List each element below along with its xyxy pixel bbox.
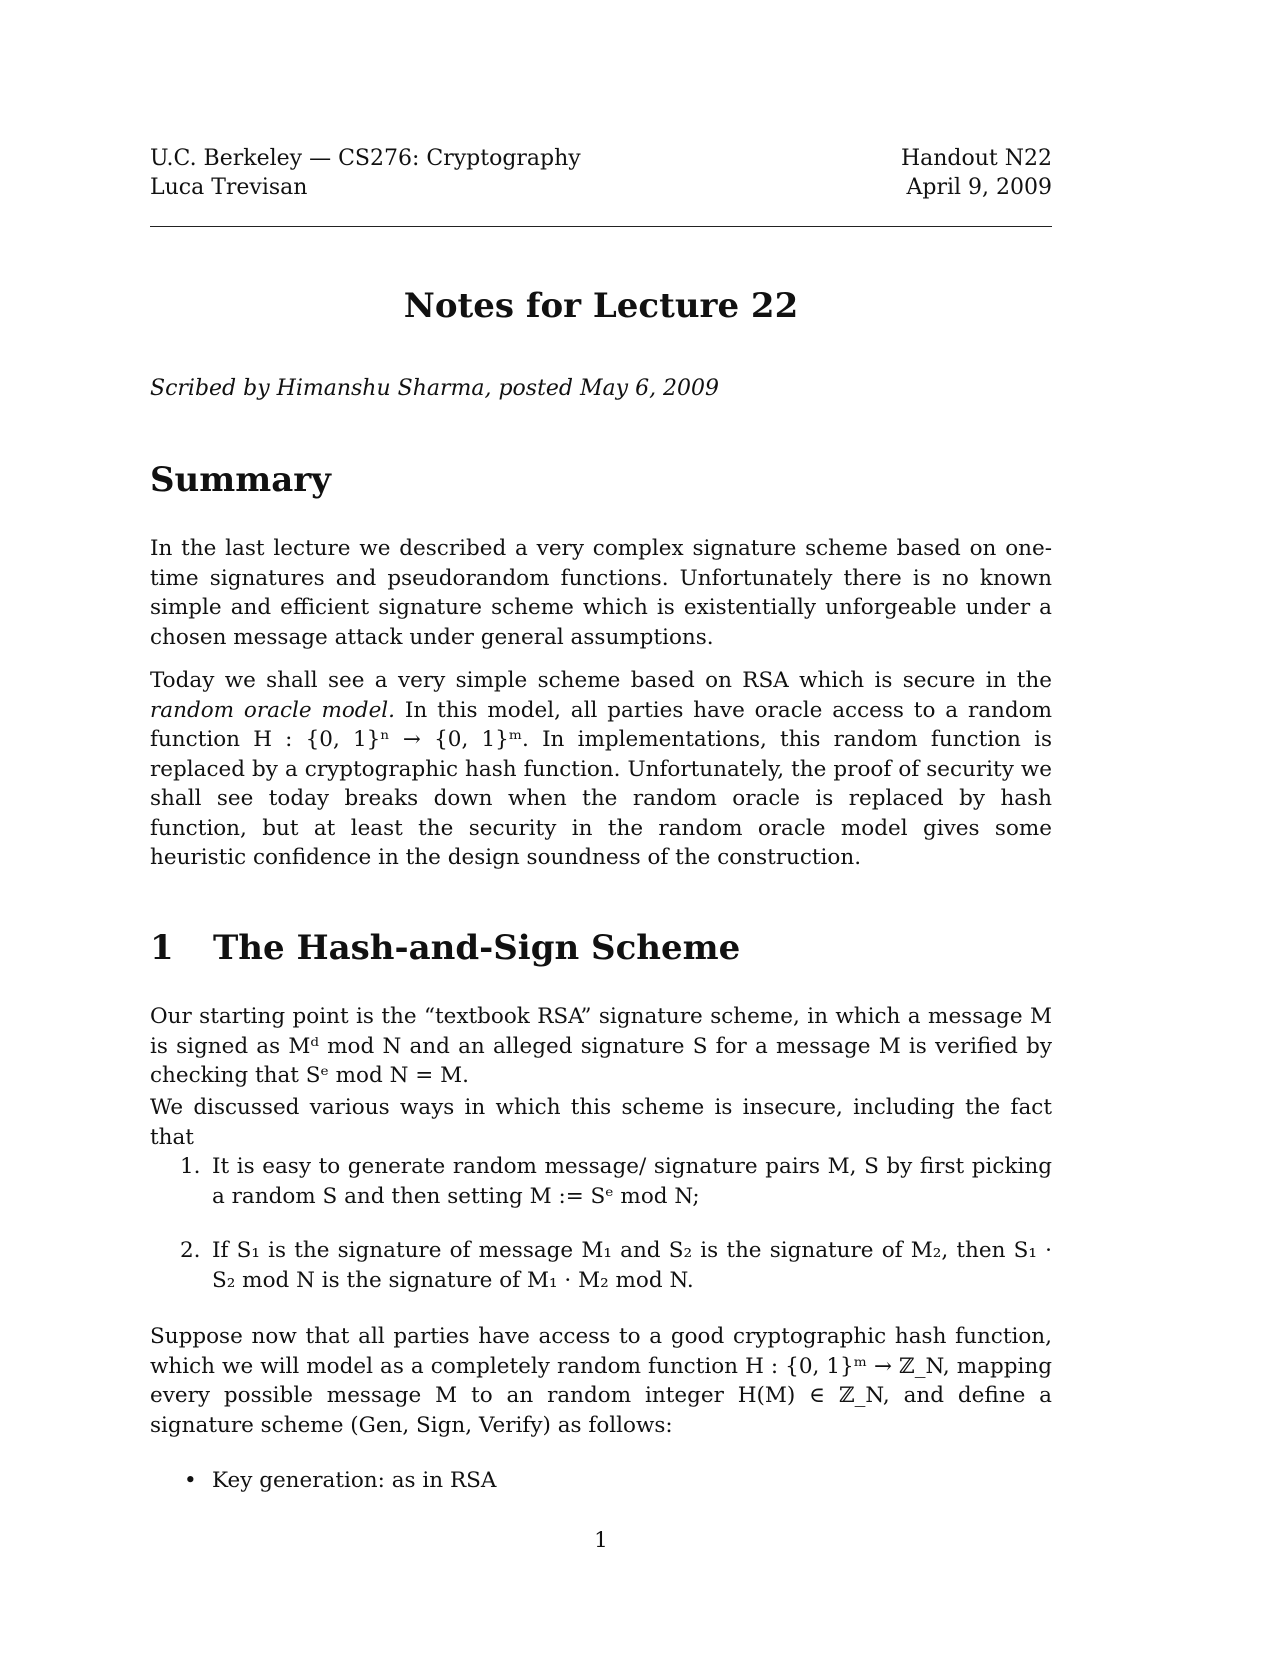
section-1-heading — [150, 928, 740, 968]
list-item-text: It is easy to generate random message/ signature pairs M, S by first picking a random S and then setting M := Sᵉ mod N; — [212, 1154, 1052, 1209]
header-right — [901, 144, 1052, 202]
page-title: Notes for Lecture 22 — [403, 286, 799, 326]
author-name: Luca Trevisan — [150, 175, 308, 200]
section-1-paragraph-3: Suppose now that all parties have access to a good cryptographic hash function, which we will model as a completely random function H : {0, 1}ᵐ → ℤ_N, mapping every possible message M to an random integer H(M) ∈ ℤ_N, and define a signature scheme (Gen, Sign, Verify) as follows: — [150, 1324, 1052, 1438]
section-title: The Hash-and-Sign Scheme — [213, 928, 741, 968]
page-number: 1 — [594, 1528, 608, 1553]
section-number: 1 — [150, 928, 174, 968]
summary-heading: Summary — [150, 460, 331, 500]
scribe-line: Scribed by Himanshu Sharma, posted May 6, 2009 — [150, 376, 720, 401]
bullet-text: Key generation: as in RSA — [212, 1468, 497, 1493]
header-rule — [150, 226, 1052, 227]
summary-paragraph-2 — [150, 666, 1052, 873]
summary-p2-start: Today we shall see a very simple scheme based on RSA which is secure in the — [150, 668, 1052, 693]
summary-paragraph-1: In the last lecture we described a very complex signature scheme based on one-time signatures and pseudorandom functions. Unfortunately there is no known simple and efficient signature scheme which is existentially unforgeable under a chosen message attack under general assumptions. — [150, 536, 1052, 650]
section-1-paragraph-2: We discussed various ways in which this scheme is insecure, including the fact that — [150, 1095, 1052, 1150]
list-item-text: If S₁ is the signature of message M₁ and S₂ is the signature of M₂, then S₁ · S₂ mod N is the signature of M₁ · M₂ mod N. — [212, 1238, 1052, 1293]
handout-date: April 9, 2009 — [906, 175, 1052, 200]
section-1-paragraph-1: Our starting point is the “textbook RSA” signature scheme, in which a message M is signed as Mᵈ mod N and an alleged signature S for a message M is verified by checking that Sᵉ mod N = M. — [150, 1004, 1052, 1088]
list-marker: 2. — [180, 1238, 201, 1263]
summary-p2-end: In this model, all parties have oracle access to a random function H : {0, 1}ⁿ → {0, 1}ᵐ. In implementations, this random function is replaced by a cryptographic hash function. Unfortunately, the proof of security we shall see today breaks down when the random oracle is replaced by hash function, but at least the security in the random oracle model gives some heuristic confidence in the design soundness of the construction. — [150, 697, 1052, 870]
list-marker: 1. — [180, 1154, 201, 1179]
summary-p2-emphasis: random oracle model. — [150, 697, 396, 723]
handout-number: Handout N22 — [900, 146, 1052, 171]
header-left — [150, 144, 581, 202]
bullet-item — [150, 1466, 496, 1496]
course-name: U.C. Berkeley — CS276: Cryptography — [150, 146, 581, 171]
bullet-icon: • — [184, 1468, 197, 1493]
list-item — [150, 1236, 1052, 1295]
list-item — [150, 1152, 1052, 1211]
